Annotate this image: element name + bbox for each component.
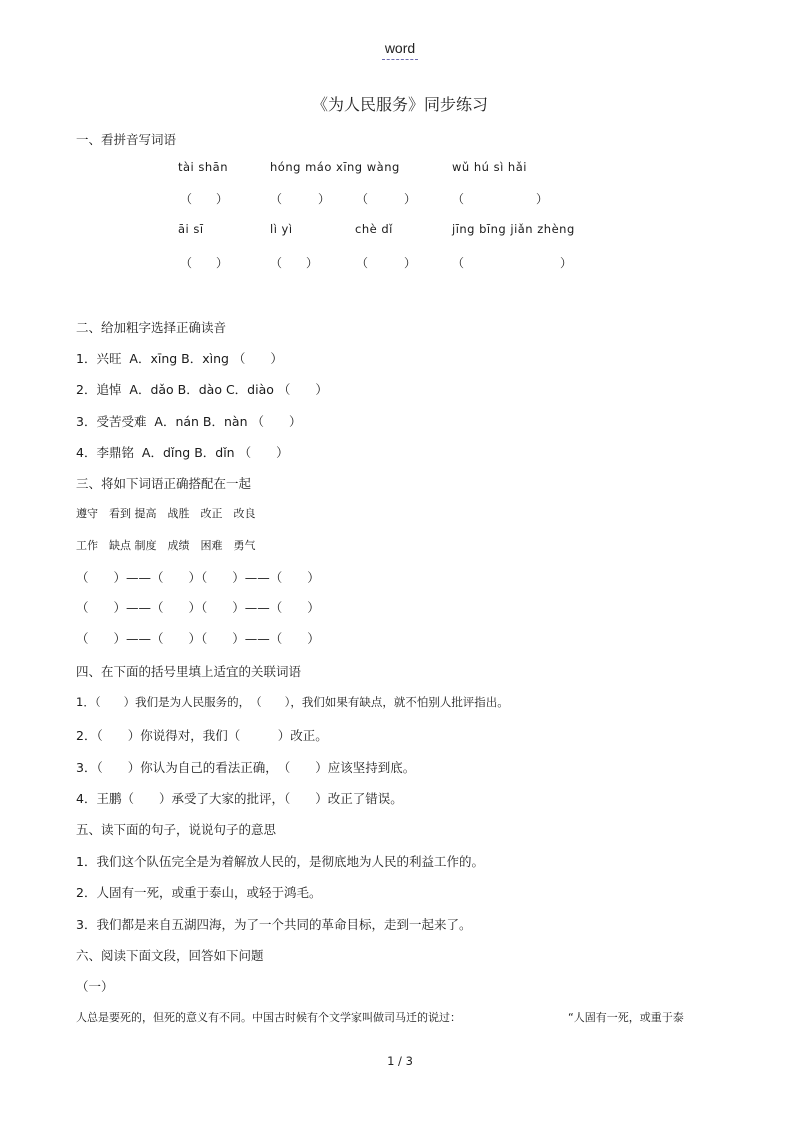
pinyin-2: hóng máo xīng wàng bbox=[270, 160, 400, 174]
header-word-label: word bbox=[384, 40, 416, 56]
question-item: 3．受苦受难 A．nán B．nàn （ ） bbox=[76, 414, 302, 429]
match-row[interactable]: （ ）——（ ）（ ）——（ ） bbox=[76, 600, 320, 615]
sentence-item: 1．我们这个队伍完全是为着解放人民的，是彻底地为人民的利益工作的。 bbox=[76, 854, 484, 869]
answer-blank[interactable]: （ ） bbox=[270, 192, 331, 206]
answer-blank[interactable]: （ ） bbox=[356, 192, 417, 206]
question-item: 1．（ ）我们是为人民服务的， （ ），我们如果有缺点，就不怕别人批评指出。 bbox=[76, 695, 509, 709]
question-item: 3．（ ）你认为自己的看法正确， （ ）应该坚持到底。 bbox=[76, 760, 416, 775]
reading-passage-right: “人固有一死，或重于泰 bbox=[568, 1011, 684, 1024]
question-item: 2．追悼 A．dǎo B．dào C．diào （ ） bbox=[76, 382, 328, 397]
question-item: 2．（ ）你说得对，我们（ ）改正。 bbox=[76, 728, 328, 743]
question-item: 4．李鼎铭 A．dǐng B．dǐn （ ） bbox=[76, 445, 289, 460]
pinyin-1: tài shān bbox=[178, 160, 229, 174]
pinyin-6: chè dǐ bbox=[355, 222, 393, 236]
section-4-heading: 四、在下面的括号里填上适宜的关联词语 bbox=[76, 664, 302, 679]
section-6-heading: 六、阅读下面文段，回答如下问题 bbox=[76, 948, 264, 963]
answer-blank[interactable]: （ ） bbox=[452, 256, 573, 270]
word-bank-1: 遵守 看到 提高 战胜 改正 改良 bbox=[76, 507, 256, 520]
answer-blank[interactable]: （ ） bbox=[452, 192, 549, 206]
answer-blank[interactable]: （ ） bbox=[356, 256, 417, 270]
answer-blank[interactable]: （ ） bbox=[270, 256, 319, 270]
question-item: 4．王鹏（ ）承受了大家的批评，（ ）改正了错误。 bbox=[76, 791, 403, 806]
match-row[interactable]: （ ）——（ ）（ ）——（ ） bbox=[76, 631, 320, 646]
pinyin-5: lì yì bbox=[270, 222, 293, 236]
section-3-heading: 三、将如下词语正确搭配在一起 bbox=[76, 476, 252, 491]
match-row[interactable]: （ ）——（ ）（ ）——（ ） bbox=[76, 570, 320, 585]
answer-blank[interactable]: （ ） bbox=[180, 256, 229, 270]
answer-blank[interactable]: （ ） bbox=[180, 192, 229, 206]
pinyin-3: wǔ hú sì hǎi bbox=[452, 160, 527, 174]
sentence-item: 3．我们都是来自五湖四海，为了一个共同的革命目标，走到一起来了。 bbox=[76, 917, 472, 932]
reading-passage-left: 人总是要死的，但死的意义有不同。中国古时候有个文学家叫做司马迁的说过： bbox=[76, 1011, 461, 1024]
section-5-heading: 五、读下面的句子，说说句子的意思 bbox=[76, 822, 277, 837]
section-1-heading: 一、看拼音写词语 bbox=[76, 132, 177, 147]
pinyin-4: āi sī bbox=[178, 222, 204, 236]
question-item: 1．兴旺 A．xīng B．xìng （ ） bbox=[76, 351, 283, 366]
page-title: 《为人民服务》同步练习 bbox=[311, 95, 488, 114]
word-bank-2: 工作 缺点 制度 成绩 困难 勇气 bbox=[76, 539, 256, 552]
section-2-heading: 二、给加粗字选择正确读音 bbox=[76, 320, 227, 335]
pinyin-7: jīng bīng jiǎn zhèng bbox=[452, 222, 575, 236]
page-number: 1 / 3 bbox=[387, 1054, 413, 1068]
subsection-label: （一） bbox=[76, 979, 114, 994]
sentence-item: 2．人固有一死，或重于泰山，或轻于鸿毛。 bbox=[76, 885, 322, 900]
header-divider bbox=[382, 59, 418, 60]
